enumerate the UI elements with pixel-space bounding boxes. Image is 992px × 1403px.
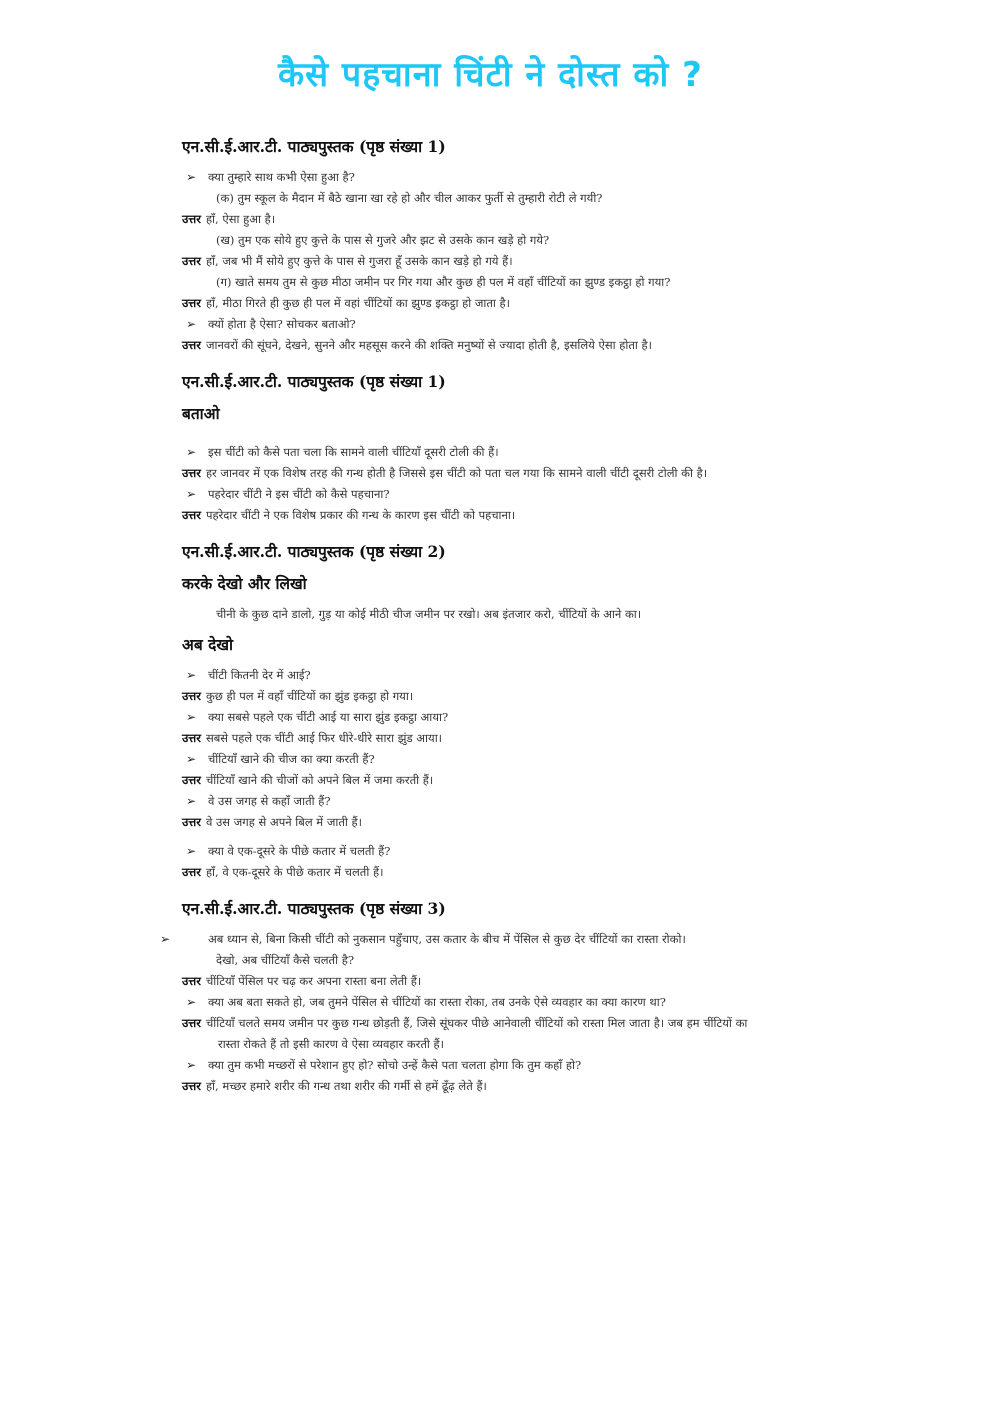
arrow-bullet-icon: ➢ xyxy=(186,668,197,682)
note: देखो, अब चींटियाँ कैसे चलती है? xyxy=(216,953,354,967)
question: ➢ क्या सबसे पहले एक चींटी आई या सारा झुंड इकट्ठा आया? xyxy=(182,707,772,728)
arrow-bullet-icon: ➢ xyxy=(186,752,197,766)
answer-label: उत्तर xyxy=(182,865,201,879)
question: ➢ क्या तुम्हारे साथ कभी ऐसा हुआ है? xyxy=(182,167,772,188)
sub-question: (ग) खाते समय तुम से कुछ मीठा जमीन पर गिर गया और कुछ ही पल में वहाँ चींटियों का झुण्ड इकट्ठा हो गया? xyxy=(216,275,671,289)
section-subheading: अब देखो xyxy=(182,635,234,654)
arrow-bullet-icon: ➢ xyxy=(186,317,197,331)
answer: उत्तर वे उस जगह से अपने बिल में जाती हैं। xyxy=(182,815,362,829)
section-4 xyxy=(160,897,772,1097)
answer-label: उत्तर xyxy=(182,974,201,988)
arrow-bullet-icon: ➢ xyxy=(186,170,197,184)
answer-label: उत्तर xyxy=(182,296,201,310)
answer: उत्तर चींटियाँ पेंसिल पर चढ़ कर अपना रास्ता बना लेती हैं। xyxy=(182,974,422,988)
arrow-bullet-icon: ➢ xyxy=(186,1058,197,1072)
page-title: कैसे पहचाना चिंटी ने दोस्त को ? xyxy=(278,55,703,95)
section-1 xyxy=(182,135,772,356)
answer: उत्तर चींटियाँ चलते समय जमीन पर कुछ गन्ध छोड़ती हैं, जिसे सूंघकर पीछे आनेवाली चींटियों को रास्ता मिल जाता है। जब हम चींटियों का रास्ता रोकते हैं तो इसी कारण वे ऐसा व्यवहार करती हैं। xyxy=(182,1016,748,1051)
question: ➢ चींटियाँ खाने की चीज का क्या करती हैं? xyxy=(182,749,772,770)
sub-question: (ख) तुम एक सोये हुए कुत्ते के पास से गुजरे और झट से उसके कान खड़े हो गये? xyxy=(216,233,550,247)
arrow-bullet-icon: ➢ xyxy=(186,844,197,858)
question: ➢ क्या वे एक-दूसरे के पीछे कतार में चलती हैं? xyxy=(182,841,772,862)
question: ➢ अब ध्यान से, बिना किसी चींटी को नुकसान पहुँचाए, उस कतार के बीच में पेंसिल से कुछ देर चींटियों का रास्ता रोको। xyxy=(182,929,772,950)
answer-label: उत्तर xyxy=(182,212,201,226)
answer: उत्तर हाँ, ऐसा हुआ है। xyxy=(182,212,276,226)
question: ➢ क्या तुम कभी मच्छरों से परेशान हुए हो? सोचो उन्हें कैसे पता चलता होगा कि तुम कहाँ हो? xyxy=(182,1055,772,1076)
answer: उत्तर हाँ, मीठा गिरते ही कुछ ही पल में वहां चींटियों का झुण्ड इकट्ठा हो जाता है। xyxy=(182,296,510,310)
question: ➢ चींटी कितनी देर में आई? xyxy=(182,665,772,686)
section-heading: एन.सी.ई.आर.टी. पाठ्यपुस्तक (पृष्ठ संख्या 2) xyxy=(182,542,446,561)
section-subheading: करके देखो और लिखो xyxy=(182,574,307,593)
answer: उत्तर हाँ, जब भी मैं सोये हुए कुत्ते के पास से गुजरा हूँ उसके कान खड़े हो गये हैं। xyxy=(182,254,513,268)
answer-label: उत्तर xyxy=(182,1079,201,1093)
arrow-bullet-icon: ➢ xyxy=(186,995,197,1009)
question: ➢ इस चींटी को कैसे पता चला कि सामने वाली चींटियाँ दूसरी टोली की हैं। xyxy=(182,442,772,463)
answer: उत्तर पहरेदार चींटी ने एक विशेष प्रकार की गन्ध के कारण इस चींटी को पहचाना। xyxy=(182,508,516,522)
section-heading: एन.सी.ई.आर.टी. पाठ्यपुस्तक (पृष्ठ संख्या 3) xyxy=(182,899,446,918)
answer: उत्तर हाँ, वे एक-दूसरे के पीछे कतार में चलती हैं। xyxy=(182,865,384,879)
section-2 xyxy=(182,370,772,526)
arrow-bullet-icon: ➢ xyxy=(160,932,171,946)
sub-question: (क) तुम स्कूल के मैदान में बैठे खाना खा रहे हो और चील आकर फुर्ती से तुम्हारी रोटी ले गयी? xyxy=(216,191,603,205)
arrow-bullet-icon: ➢ xyxy=(186,445,197,459)
answer-label: उत्तर xyxy=(182,508,201,522)
answer-label: उत्तर xyxy=(182,338,201,352)
question: ➢ पहरेदार चींटी ने इस चींटी को कैसे पहचाना? xyxy=(182,484,772,505)
question: ➢ क्या अब बता सकते हो, जब तुमने पेंसिल से चींटियों का रास्ता रोका, तब उनके ऐसे व्यवहार का क्या कारण था? xyxy=(182,992,772,1013)
answer-label: उत्तर xyxy=(182,731,201,745)
section-heading: एन.सी.ई.आर.टी. पाठ्यपुस्तक (पृष्ठ संख्या 1) xyxy=(182,137,446,156)
section-heading: एन.सी.ई.आर.टी. पाठ्यपुस्तक (पृष्ठ संख्या 1) xyxy=(182,372,446,391)
activity-paragraph: चीनी के कुछ दाने डालो, गुड़ या कोई मीठी चीज जमीन पर रखो। अब इंतजार करो, चींटियों के आने का। xyxy=(216,607,642,621)
answer: उत्तर चींटियाँ खाने की चीजों को अपने बिल में जमा करती हैं। xyxy=(182,773,434,787)
answer-label: उत्तर xyxy=(182,815,201,829)
arrow-bullet-icon: ➢ xyxy=(186,710,197,724)
section-subheading: बताओ xyxy=(182,404,220,423)
answer: उत्तर जानवरों की सूंघने, देखने, सुनने और महसूस करने की शक्ति मनुष्यों से ज्यादा होती है, इसलिये ऐसा होता है। xyxy=(182,338,652,352)
arrow-bullet-icon: ➢ xyxy=(186,487,197,501)
answer-label: उत्तर xyxy=(182,254,201,268)
answer: उत्तर हर जानवर में एक विशेष तरह की गन्ध होती है जिससे इस चींटी को पता चल गया कि सामने वाली चींटी दूसरी टोली की है। xyxy=(182,466,708,480)
section-3 xyxy=(182,540,772,883)
question: ➢ वे उस जगह से कहाँ जाती हैं? xyxy=(182,791,772,812)
answer-label: उत्तर xyxy=(182,1016,201,1030)
answer-label: उत्तर xyxy=(182,689,201,703)
arrow-bullet-icon: ➢ xyxy=(186,794,197,808)
answer: उत्तर हाँ, मच्छर हमारे शरीर की गन्ध तथा शरीर की गर्मी से हमें ढूँढ़ लेते हैं। xyxy=(182,1079,487,1093)
answer-label: उत्तर xyxy=(182,773,201,787)
question: ➢ क्यों होता है ऐसा? सोचकर बताओ? xyxy=(182,314,772,335)
document-body xyxy=(160,135,772,1097)
answer-label: उत्तर xyxy=(182,466,201,480)
answer: उत्तर सबसे पहले एक चींटी आई फिर धीरे-धीरे सारा झुंड आया। xyxy=(182,731,443,745)
answer: उत्तर कुछ ही पल में वहाँ चींटियों का झुंड इकट्ठा हो गया। xyxy=(182,689,414,703)
